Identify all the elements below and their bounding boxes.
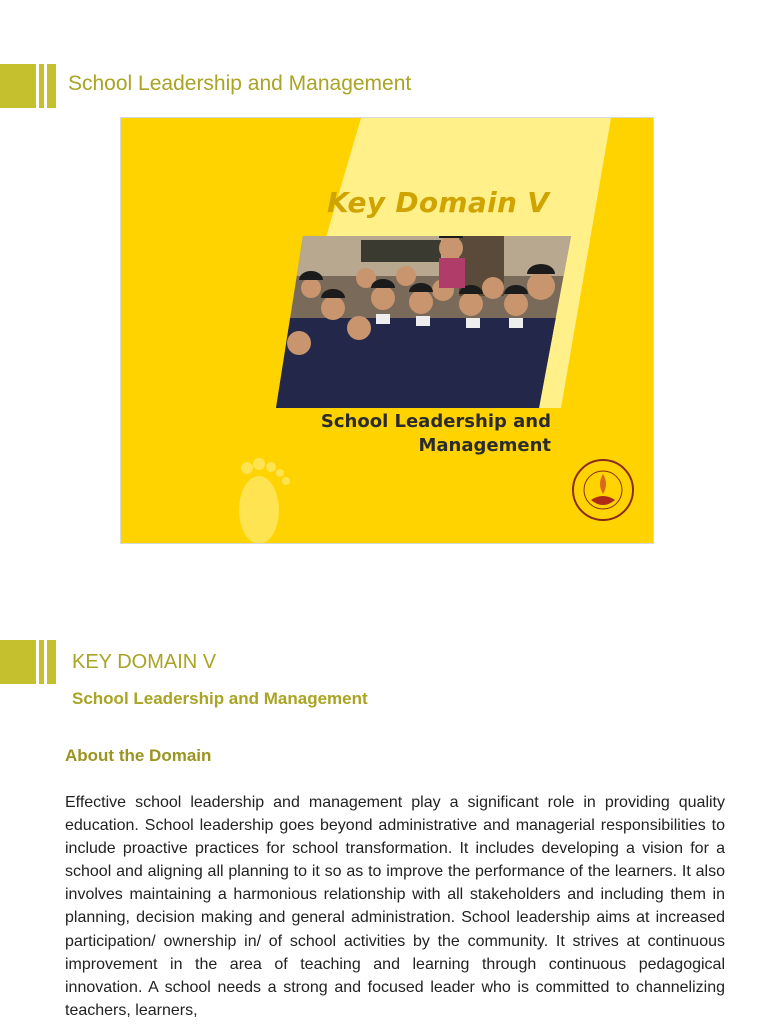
marker-bar-thin bbox=[39, 64, 44, 108]
marker-block bbox=[0, 640, 36, 684]
footprint-icon bbox=[239, 458, 290, 544]
domain-subheading: School Leadership and Management bbox=[72, 689, 368, 708]
children-group-photo bbox=[271, 228, 581, 408]
lamp-emblem-icon bbox=[573, 460, 633, 520]
marker-bar-thin bbox=[39, 640, 44, 684]
marker-bar-thick bbox=[47, 640, 56, 684]
cover-title: Key Domain V bbox=[327, 186, 550, 219]
about-body-text: Effective school leadership and management play a significant role in providing quality education. School leadership goes beyond administrative and managerial responsibilities to include proactive practices for school transformation. It includes developing a vision for a school and aligning all planning to it so as to improve the performance of the learners. It also involves maintaining a harmonious relationship with all stakeholders and including them in planning, decision making and general administration. School leadership aims at increased participation/ ownership in/ of school activities by the community. It strives at continuous improvement in the area of teaching and learning through continuous pedagogical innovation. A school needs a strong and focused leader who is committed to channelizing teachers, learners, bbox=[65, 794, 725, 1019]
cover-artwork bbox=[121, 118, 654, 544]
marker-bar-thick bbox=[47, 64, 56, 108]
cover-subtitle: School Leadership and Management bbox=[320, 411, 551, 456]
about-heading: About the Domain bbox=[65, 746, 212, 765]
page-header-title: School Leadership and Management bbox=[68, 72, 412, 95]
cover-image bbox=[120, 117, 654, 544]
marker-block bbox=[0, 64, 36, 108]
domain-heading: KEY DOMAIN V bbox=[72, 651, 217, 673]
